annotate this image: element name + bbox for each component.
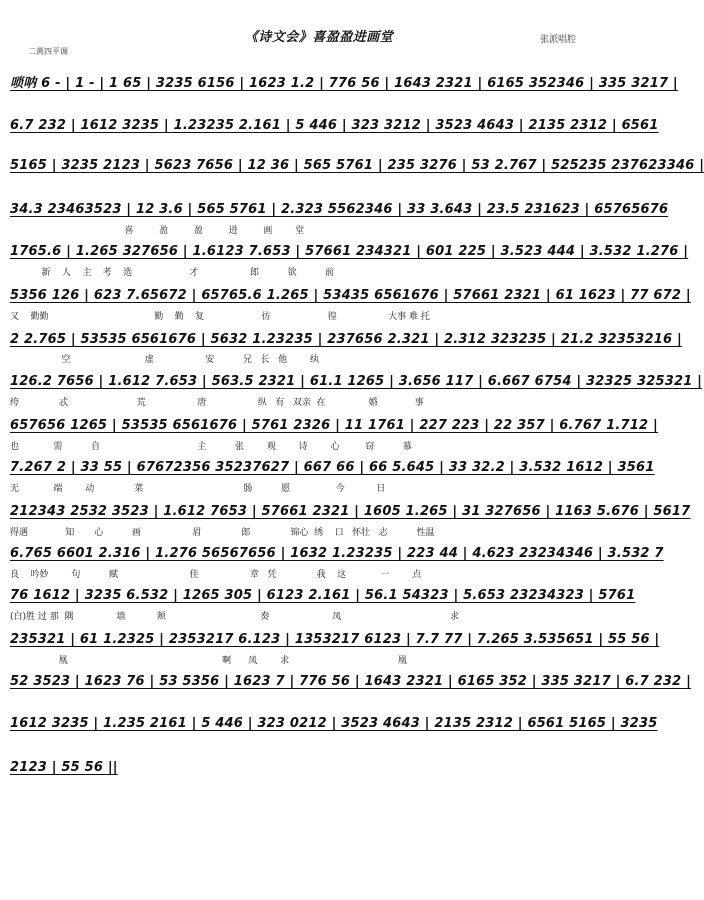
- score-line: 5165 | 3235 2123 | 5623 7656 | 12 36 | 565 5761 | 235 3276 | 53 2.767 | 525235 237623346 |: [10, 158, 704, 173]
- score-line: 52 3523 | 1623 76 | 53 5356 | 1623 7 | 776 56 | 1643 2321 | 6165 352 | 335 3217 | 6.7 232 |: [10, 674, 692, 689]
- lyric-line: 无 端 动 菜 肠 愿 今 日: [10, 484, 386, 494]
- score-line: 235321 | 61 1.2325 | 2353217 6.123 | 1353217 6123 | 7.7 77 | 7.265 3.535651 | 55 56 |: [10, 632, 660, 647]
- score-line: 7.267 2 | 33 55 | 67672356 35237627 | 667 66 | 66 5.645 | 33 32.2 | 3.532 1612 | 3561: [10, 460, 655, 475]
- singer-credit: 张派唱腔: [540, 35, 577, 45]
- score-line: 6.7 232 | 1612 3235 | 1.23235 2.161 | 5 446 | 323 3212 | 3523 4643 | 2135 2312 | 6561: [10, 118, 659, 133]
- lyric-line: 绔 忒 荒 唐 纵 有 双亲 在 婚 事: [10, 398, 424, 408]
- lyric-line: 又 勤勤 勤 勤 复 彷 徨 大事 难 托: [10, 312, 430, 322]
- score-line: 1765.6 | 1.265 327656 | 1.6123 7.653 | 57661 234321 | 601 225 | 3.523 444 | 3.532 1.276 |: [10, 244, 689, 259]
- lyric-line: (白)胜 过 那 隅 墙 颊 奏 凤 求: [10, 612, 459, 622]
- score-line: 2 2.765 | 53535 6561676 | 5632 1.23235 | 237656 2.321 | 2.312 323235 | 21.2 32353216 |: [10, 332, 682, 347]
- page-title: 《诗文会》喜盈盈进画堂: [244, 30, 394, 45]
- lyric-line: 空 虚 安 兄 长 他 纨: [10, 355, 320, 365]
- lyric-line: 也 需 自 主 张 观 诗 心 窃 慕: [10, 442, 412, 452]
- score-line: 5356 126 | 623 7.65672 | 65765.6 1.265 | 53435 6561676 | 57661 2321 | 61 1623 | 77 672 |: [10, 288, 691, 303]
- lyric-line: 凰 啊 凤 求 凰: [10, 656, 407, 666]
- lyric-line: 得遇 知 心 画 眉 郎 锦心 绣 口 怀壮 志 性温: [10, 528, 435, 538]
- score-line: 212343 2532 3523 | 1.612 7653 | 57661 2321 | 1605 1.265 | 31 327656 | 1163 5.676 | 5617: [10, 504, 691, 519]
- score-line: 唢呐 6 - | 1 - | 1 65 | 3235 6156 | 1623 1.2 | 776 56 | 1643 2321 | 6165 352346 | 335 3217 |: [10, 76, 678, 91]
- score-line: 34.3 23463523 | 12 3.6 | 565 5761 | 2.323 5562346 | 33 3.643 | 23.5 231623 | 65765676: [10, 202, 669, 217]
- lyric-line: 新 人 主 考 选 才 郎 欲 前: [10, 268, 335, 278]
- score-line: 76 1612 | 3235 6.532 | 1265 305 | 6123 2.161 | 56.1 54323 | 5.653 23234323 | 5761: [10, 588, 636, 603]
- key-signature: 二黄四平调: [28, 47, 68, 56]
- score-line: 2123 | 55 56 ||: [10, 760, 118, 775]
- score-line: 126.2 7656 | 1.612 7.653 | 563.5 2321 | 61.1 1265 | 3.656 117 | 6.667 6754 | 32325 325321 |: [10, 374, 703, 389]
- lyric-line: 良 吟妙 句 赋 佳 章 凭 我 这 一 点: [10, 570, 422, 580]
- score-line: 1612 3235 | 1.235 2161 | 5 446 | 323 0212 | 3523 4643 | 2135 2312 | 6561 5165 | 3235: [10, 716, 658, 731]
- lyric-line: 喜 盈 盈 进 画 堂: [10, 226, 305, 236]
- score-line: 6.765 6601 2.316 | 1.276 56567656 | 1632 1.23235 | 223 44 | 4.623 23234346 | 3.532 7: [10, 546, 664, 561]
- score-line: 657656 1265 | 53535 6561676 | 5761 2326 | 11 1761 | 227 223 | 22 357 | 6.767 1.712 |: [10, 418, 658, 433]
